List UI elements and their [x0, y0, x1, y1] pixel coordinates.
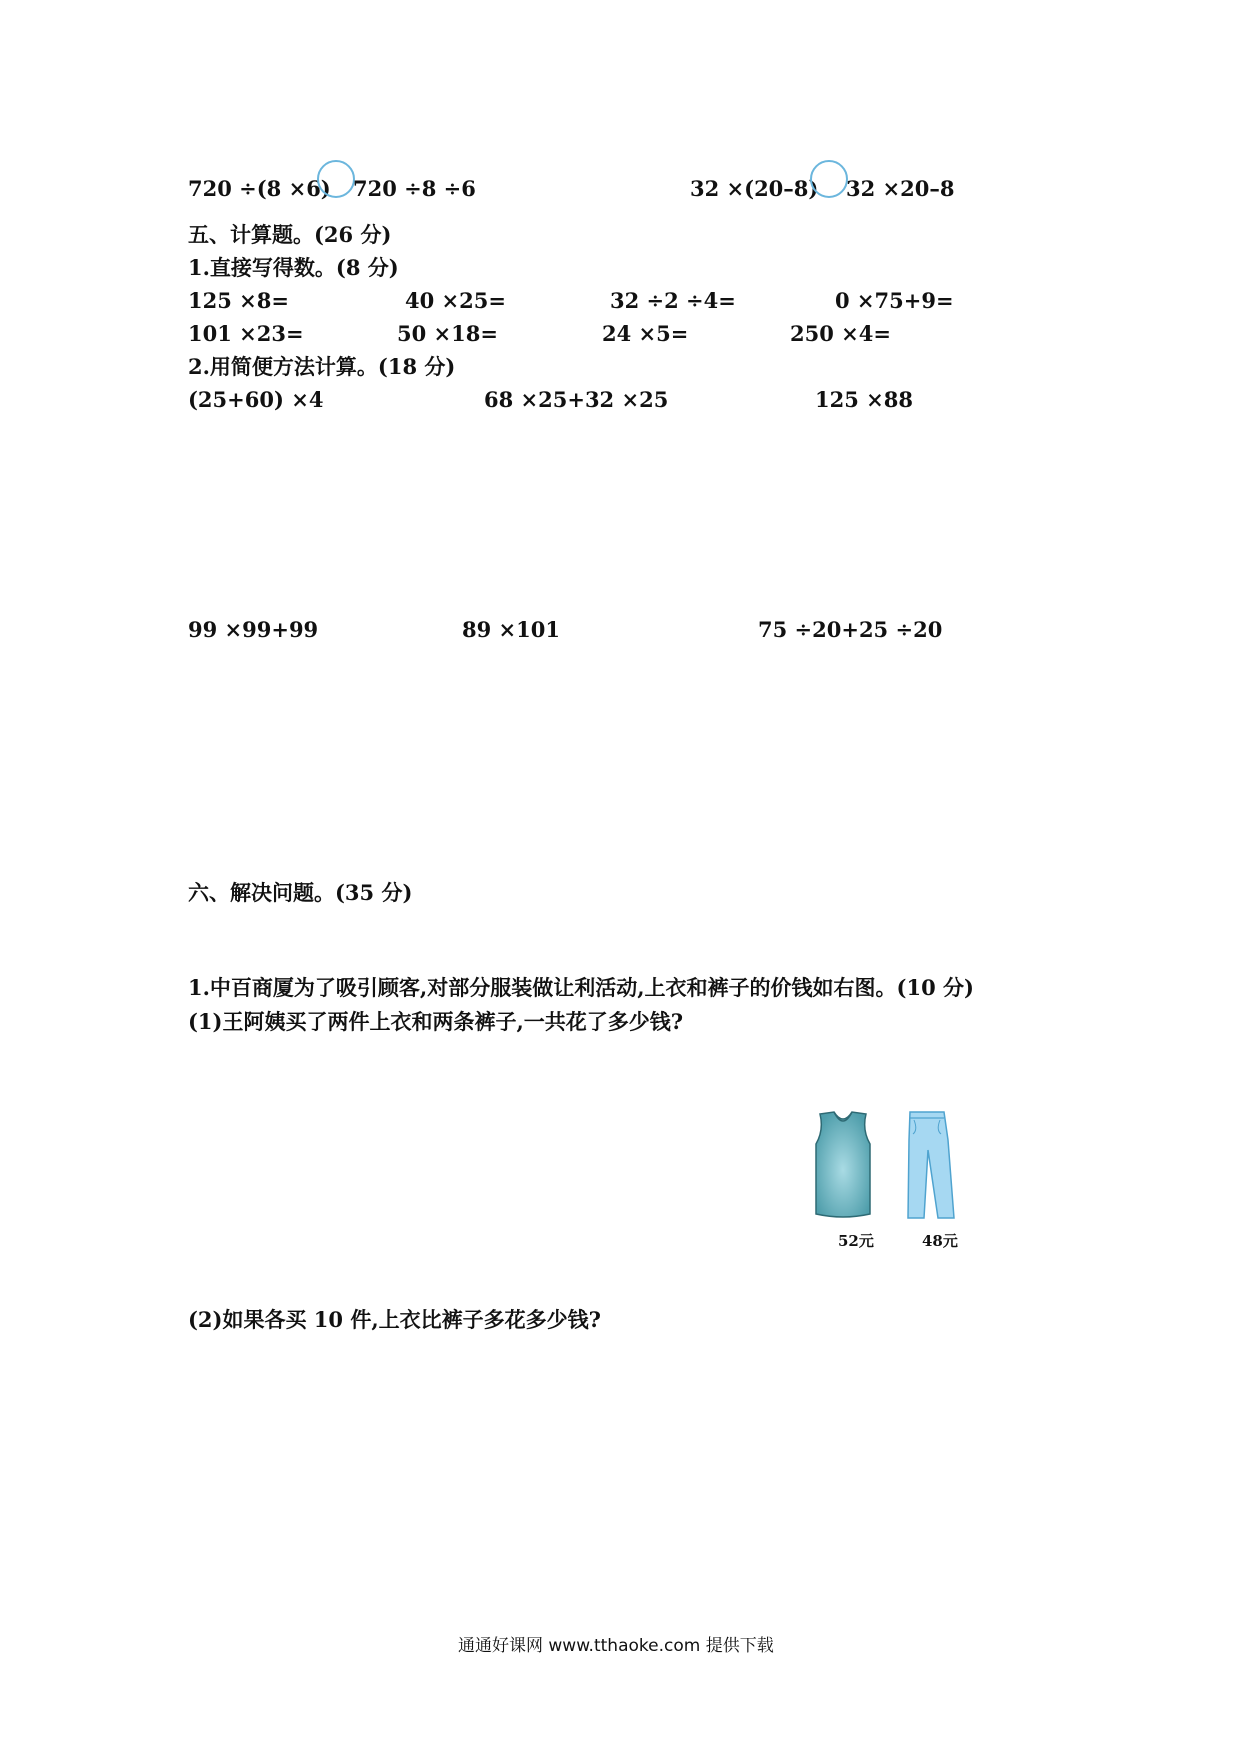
simplify-calc-item: (25+60) ×4 [188, 387, 324, 412]
simplify-calc-item: 75 ÷20+25 ÷20 [758, 617, 943, 642]
simplify-calc-item: 99 ×99+99 [188, 617, 319, 642]
compare-right-expression-a: 32 ×(20–8) [690, 176, 819, 201]
oral-calc-item: 40 ×25= [405, 288, 506, 313]
oral-calc-item: 50 ×18= [397, 321, 498, 346]
footer-text: 通通好课网 www.tthaoke.com 提供下载 [458, 1636, 774, 1656]
simplify-calc-item: 68 ×25+32 ×25 [484, 387, 669, 412]
oral-calc-item: 101 ×23= [188, 321, 304, 346]
pants-price-label: 48元 [922, 1232, 958, 1250]
compare-answer-circle[interactable] [810, 160, 848, 198]
section-6-q1-sub2: (2)如果各买 10 件,上衣比裤子多花多少钱? [188, 1307, 601, 1332]
section-6-title: 六、解决问题。(35 分) [188, 880, 413, 905]
section-5-q2-title: 2.用简便方法计算。(18 分) [188, 354, 456, 379]
oral-calc-item: 125 ×8= [188, 288, 289, 313]
compare-answer-circle[interactable] [317, 160, 355, 198]
oral-calc-item: 250 ×4= [790, 321, 891, 346]
simplify-calc-item: 89 ×101 [462, 617, 560, 642]
oral-calc-item: 24 ×5= [602, 321, 689, 346]
vest-icon [816, 1112, 870, 1217]
section-5-title: 五、计算题。(26 分) [188, 222, 392, 247]
compare-left-expression-b: 720 ÷8 ÷6 [353, 176, 476, 201]
clothing-illustration [810, 1110, 970, 1225]
oral-calc-item: 32 ÷2 ÷4= [610, 288, 736, 313]
pants-icon [908, 1112, 954, 1218]
section-6-q1-title: 1.中百商厦为了吸引顾客,对部分服装做让利活动,上衣和裤子的价钱如右图。(10 分) [188, 975, 974, 1000]
oral-calc-item: 0 ×75+9= [835, 288, 954, 313]
simplify-calc-item: 125 ×88 [815, 387, 913, 412]
section-5-q1-title: 1.直接写得数。(8 分) [188, 255, 399, 280]
compare-left-expression-a: 720 ÷(8 ×6) [188, 176, 331, 201]
compare-right-expression-b: 32 ×20–8 [846, 176, 955, 201]
shirt-price-label: 52元 [838, 1232, 874, 1250]
section-6-q1-sub1: (1)王阿姨买了两件上衣和两条裤子,一共花了多少钱? [188, 1009, 684, 1034]
